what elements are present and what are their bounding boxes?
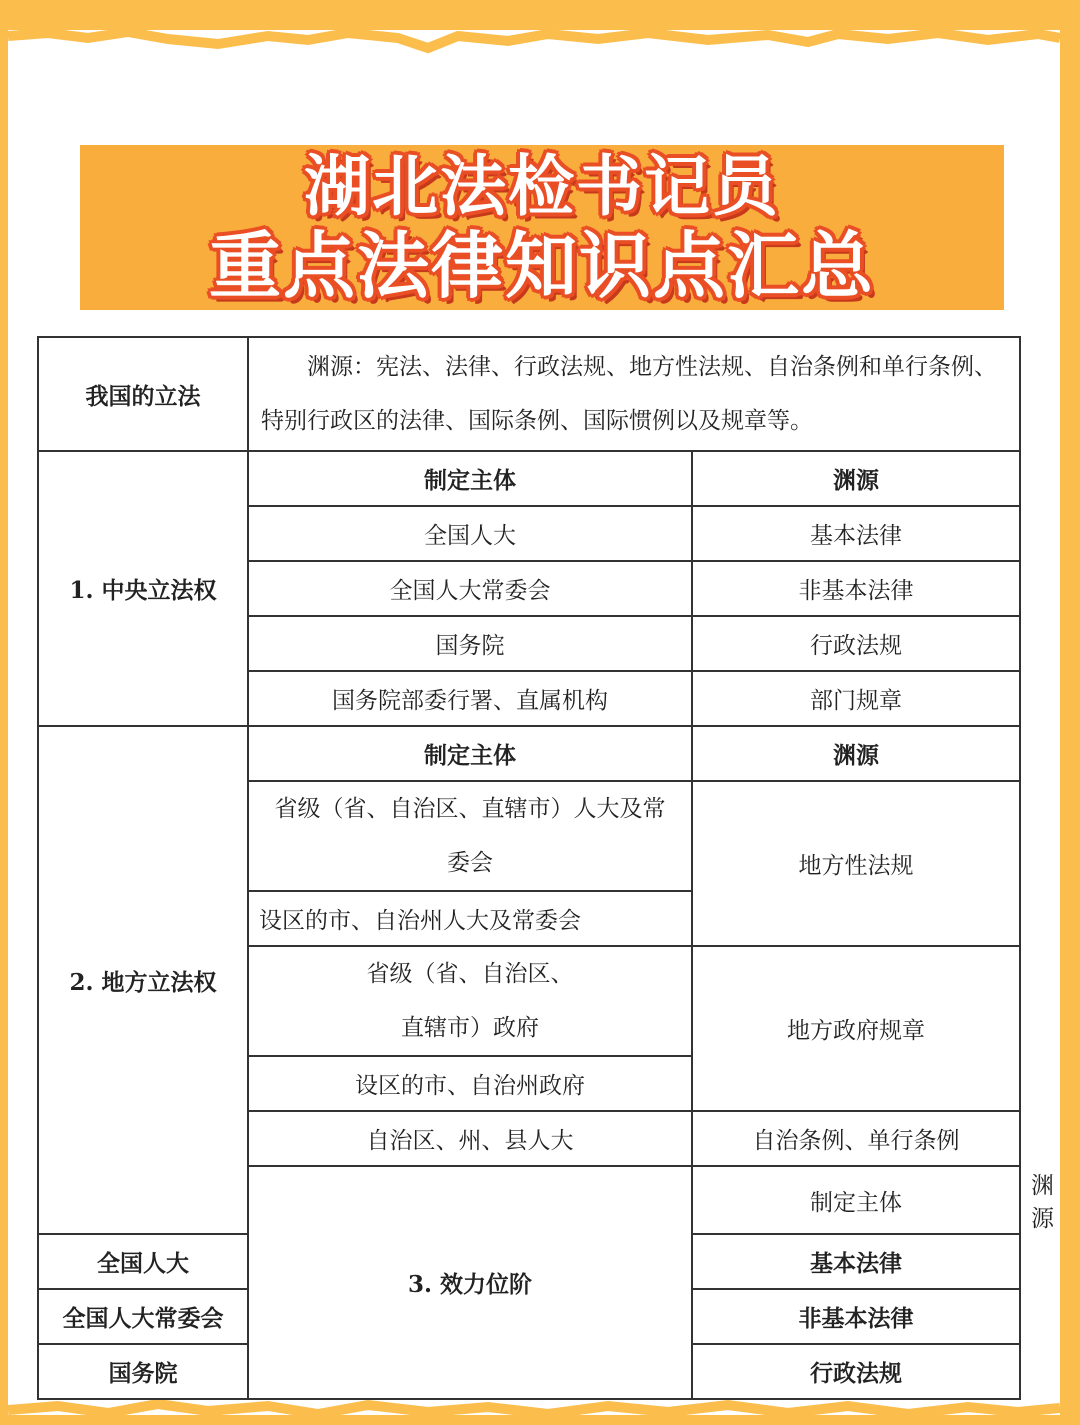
table-cell: 设区的市、自治州政府 [248,1056,692,1111]
table-cell: 非基本法律 [692,1289,1020,1344]
local-label: 2. 地方立法权 [38,726,248,1234]
table-cell-provincial-gov [248,946,692,1056]
table-cell: 部门规章 [692,671,1020,726]
cell-line: 直辖市）政府 [401,1015,539,1041]
table-cell-gov-rules: 地方政府规章 [692,946,1020,1111]
table-cell: 自治条例、单行条例 [692,1111,1020,1166]
table-cell: 全国人大常委会 [38,1289,248,1344]
cell-line: 省级（省、自治区、直辖市）人大及常 [274,796,666,822]
intro-text-content: 渊源：宪法、法律、行政法规、地方性法规、自治条例和单行条例、特别行政区的法律、国际条例、国际惯例以及规章等。 [261,354,997,434]
table-cell: 国务院部委行署、直属机构 [248,671,692,726]
intro-text [248,337,1020,451]
table-cell: 国务院 [248,616,692,671]
table-cell: 全国人大常委会 [248,561,692,616]
hierarchy-header-subject: 制定主体 [692,1166,1020,1234]
table-cell: 非基本法律 [692,561,1020,616]
central-header-subject: 制定主体 [248,451,692,506]
title-line-2: 重点法律知识点汇总 [208,223,875,308]
table-row [38,451,1020,506]
table-cell: 基本法律 [692,1234,1020,1289]
legislation-table [37,336,1021,1400]
cell-line: 省级（省、自治区、 [366,961,574,987]
central-header-source: 渊源 [692,451,1020,506]
table-cell: 全国人大 [248,506,692,561]
local-header-subject: 制定主体 [248,726,692,781]
table-cell: 行政法规 [692,1344,1020,1399]
central-label: 1. 中央立法权 [38,451,248,726]
intro-label: 我国的立法 [38,337,248,451]
table-cell: 国务院 [38,1344,248,1399]
table-row [38,726,1020,781]
table-cell-local-regulation: 地方性法规 [692,781,1020,946]
table-row [38,337,1020,451]
table-cell: 基本法律 [692,506,1020,561]
cell-line: 委会 [447,850,493,876]
hierarchy-label: 3. 效力位阶 [248,1166,692,1399]
table-cell: 全国人大 [38,1234,248,1289]
title-banner [80,145,1004,310]
table-cell: 自治区、州、县人大 [248,1111,692,1166]
title-line-1: 湖北法检书记员 [304,147,780,225]
table-cell: 设区的市、自治州人大及常委会 [248,891,692,946]
table-cell-provincial-congress [248,781,692,891]
table-cell: 行政法规 [692,616,1020,671]
local-header-source: 渊源 [692,726,1020,781]
